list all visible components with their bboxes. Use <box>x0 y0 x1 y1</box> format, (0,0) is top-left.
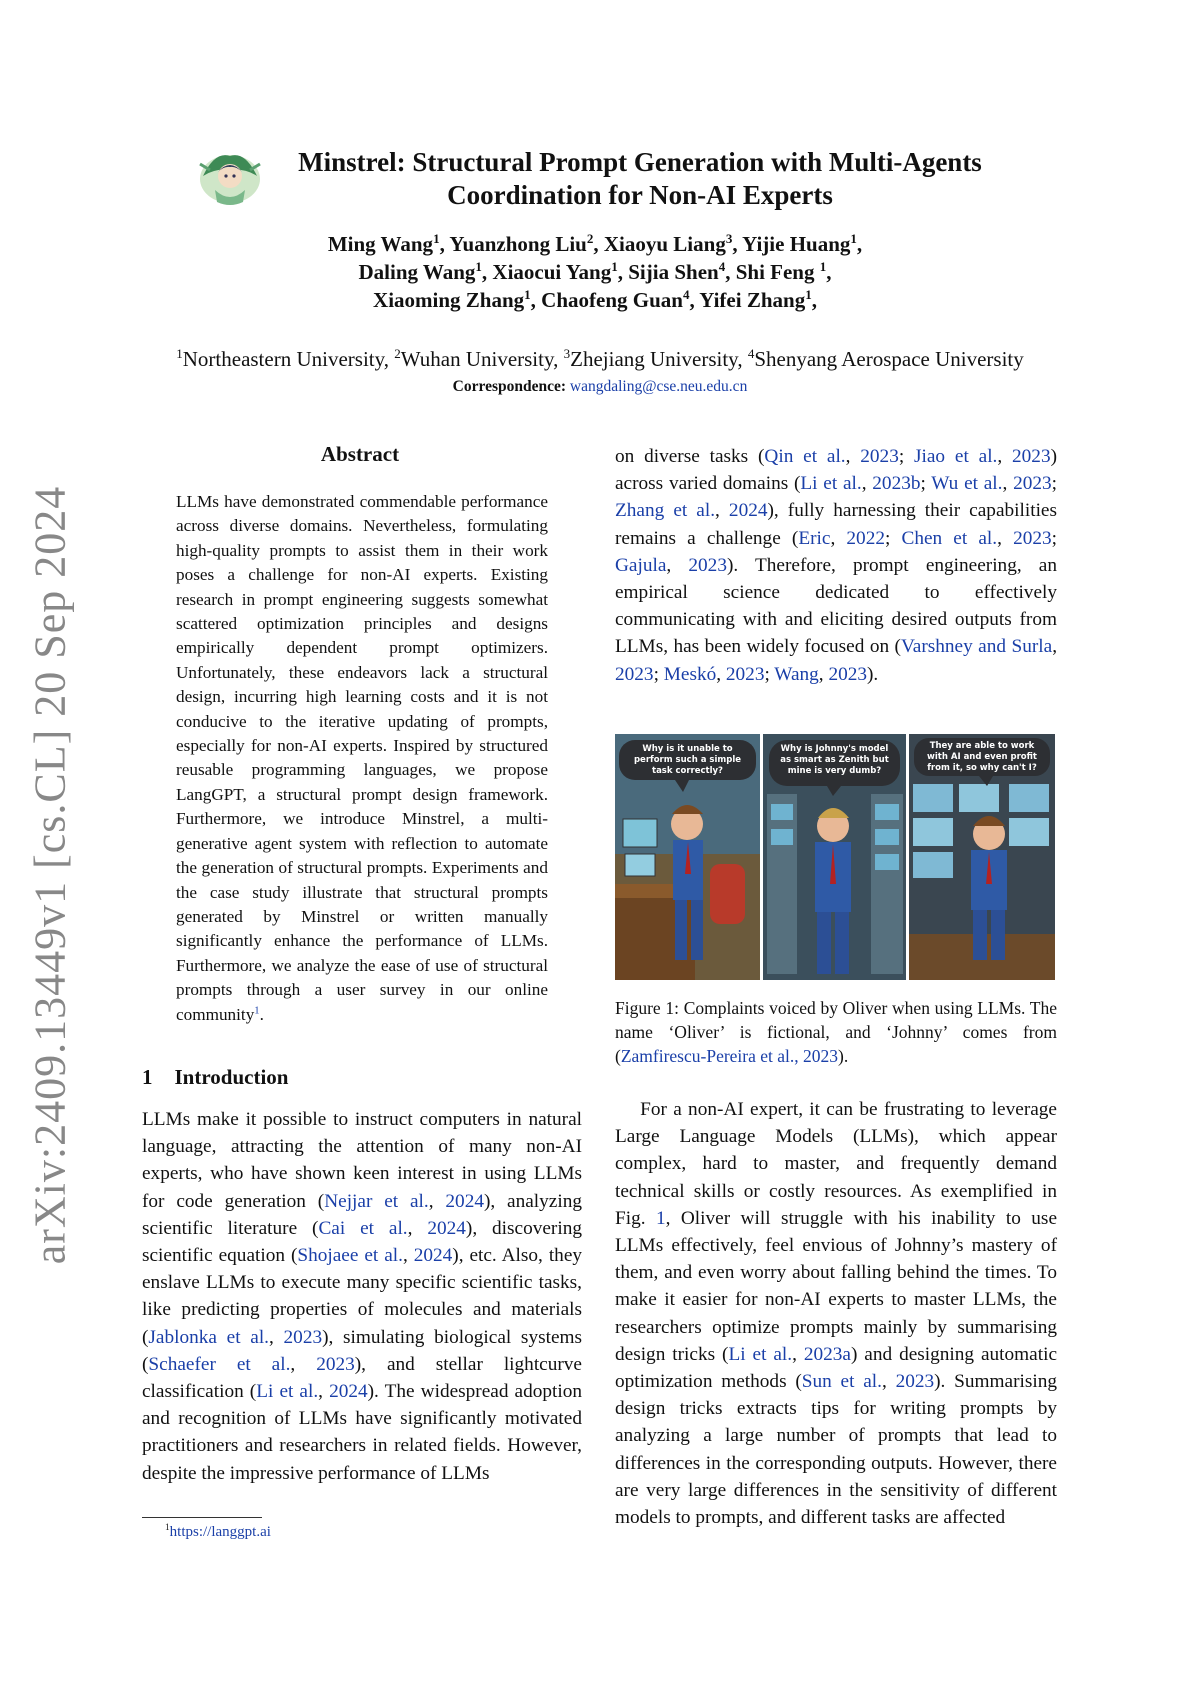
intro-continued-paragraph: on diverse tasks (Qin et al., 2023; Jiao et al., 2023) across varied domains (Li et al., 2023b; Wu et al., 2023; Zhang et al., 2024), fully harnessing their capabilities remains a challenge (Eric, 2022; Chen et al., 2023; Gajula, 2023). Therefore, prompt engineering, an empirical science dedicated to effectively communicating with and eliciting desired outputs from LLMs, has been widely focused on (Varshney and Surla, 2023; Meskó, 2023; Wang, 2023). <box>615 446 1058 685</box>
citation-link[interactable]: 2023 <box>1012 446 1051 467</box>
author-affiliation-mark: 1 <box>850 231 857 246</box>
speech-bubble-3: They are able to work with AI and even profit from it, so why can't I? <box>927 741 1037 773</box>
author-affiliation-mark: 2 <box>586 231 594 246</box>
citation-link[interactable]: 2023 <box>895 1371 935 1393</box>
correspondence-email-link[interactable]: wangdaling@cse.neu.edu.cn <box>569 378 748 395</box>
author-name: Chaofeng Guan <box>541 288 683 312</box>
citation-link[interactable]: Li et al. <box>800 473 862 495</box>
author-affiliation-mark: 1 <box>819 259 827 274</box>
citation-link[interactable]: Nejjar et al. <box>324 1190 429 1212</box>
citation-link[interactable]: 2023 <box>1013 473 1052 495</box>
citation-link[interactable]: 2024 <box>413 1245 453 1267</box>
citation-link[interactable]: 2024 <box>728 500 768 522</box>
affiliation-name: Shenyang Aerospace University <box>754 347 1024 371</box>
minstrel-logo-icon <box>195 146 265 208</box>
section-title: Introduction <box>174 1065 289 1089</box>
citation-link[interactable]: Wang <box>774 663 819 685</box>
section-number: 1 <box>142 1065 153 1089</box>
citation-link[interactable]: 2023 <box>828 663 867 685</box>
author-line-2: Daling Wang$^1$, Xiaocui Yang$^1$, Sijia Shen$^4$, Shi Feng $^1$, <box>358 259 832 284</box>
figure-panel-1 <box>615 734 760 980</box>
citation-link[interactable]: Jablonka et al. <box>148 1326 270 1348</box>
author-line-3: Xiaoming Zhang$^1$, Chaofeng Guan$^4$, Yifei Zhang$^1$, <box>373 287 817 312</box>
abstract-text: LLMs have demonstrated commendable performance across diverse domains. Nevertheless, formulating high-quality prompts to assist them in their work poses a challenge for non-AI experts. Existing research in prompt engineering suggests somewhat scattered optimization principles and designs empirically dependent prompt optimizers. Unfortunately, these endeavors lack a structural design, incurring high learning costs and it is not conducive to the iterative updating of prompts, especially for non-AI experts. Inspired by structured reusable programming languages, we propose LangGPT, a structural prompt design framework. Furthermore, we introduce Minstrel, a multi-generative agent system with reflection to automate the generation of structural prompts. Experiments and the case study illustrate that structural prompts generated by Minstrel or written manually significantly enhance the performance of LLMs. Furthermore, we analyze the ease of use of structural prompts through a user survey in our online community <box>176 492 548 1024</box>
author-affiliation-mark: 1 <box>805 287 812 302</box>
citation-link[interactable]: 2023 <box>860 446 899 467</box>
author-line-1: Ming Wang$^1$, Yuanzhong Liu$^2$, Xiaoyu Liang$^3$, Yijie Huang$^1$, <box>327 231 863 256</box>
footnote-mark: 1 <box>165 1523 170 1533</box>
author-affiliation-mark: 4 <box>718 259 726 274</box>
title-line-2: Coordination for Non-AI Experts <box>447 180 833 210</box>
figure-ref-link[interactable]: 1 <box>655 1207 666 1229</box>
abstract-heading: Abstract <box>320 442 400 466</box>
author-affiliation-mark: 1 <box>475 259 482 274</box>
author-name: Xiaoming Zhang <box>373 288 525 312</box>
intro-paragraph: LLMs make it possible to instruct computers in natural language, attracting the attention of many non-AI experts, who have shown keen interest in using LLMs for code generation (Nejjar et al., 2024), analyzing scientific literature (Cai et al., 2024), discovering scientific equation (Shojaee et al., 2024), etc. Also, they enslave LLMs to execute many specific scientific tasks, like predicting properties of molecules and materials (Jablonka et al., 2023), simulating biological systems (Schaefer et al., 2023), and stellar lightcurve classification (Li et al., 2024). The widespread adoption and recognition of LLMs have significantly motivated practitioners and researchers in related fields. However, despite the impressive performance of LLMs <box>142 1109 583 1484</box>
author-affiliation-mark: 1 <box>524 287 531 302</box>
author-name: Yijie Huang <box>742 232 851 256</box>
affiliation-mark: 1 <box>176 346 183 361</box>
author-name: Sijia Shen <box>628 260 719 284</box>
paper-title <box>265 146 1015 212</box>
citation-link[interactable]: Shojaee et al. <box>297 1245 403 1267</box>
author-list <box>160 230 1030 314</box>
affiliation-name: Northeastern University <box>182 347 384 371</box>
citation-link[interactable]: Gajula <box>615 554 667 576</box>
author-name: Ming Wang <box>327 232 434 256</box>
affiliation-mark: 4 <box>747 346 755 361</box>
citation-link[interactable]: Qin et al. <box>764 446 846 467</box>
author-affiliation-mark: 1 <box>611 259 618 274</box>
motivation-paragraph: For a non-AI expert, it can be frustrating to leverage Large Language Models (LLMs), which appear complex, hard to master, and frequently demand technical skills or costly resources. As exemplified in Fig. 1, Oliver will struggle with his inability to use LLMs effectively, feel envious of Johnny’s mastery of them, and even worry about falling behind the times. To make it easier for non-AI experts to master LLMs, the researchers optimize prompts mainly by summarising design tricks (Li et al., 2023a) and designing automatic optimization methods (Sun et al., 2023). Summarising design tricks extracts tips for writing prompts by analyzing a large number of prompts that lead to differences in the corresponding outputs. However, there are very large differences in the sensitivity of different models to prompts, and different tasks are affected <box>615 1099 1057 1529</box>
affiliation-mark: 2 <box>394 346 401 361</box>
author-affiliation-mark: 3 <box>725 231 733 246</box>
citation-link[interactable]: 2024 <box>445 1190 484 1212</box>
citation-link[interactable]: Schaefer et al. <box>148 1353 291 1375</box>
author-name: Xiaocui Yang <box>492 260 612 284</box>
citation-link[interactable]: 2024 <box>427 1217 466 1239</box>
figure-panel-3 <box>909 734 1055 980</box>
citation-link[interactable]: 2023 <box>615 663 654 685</box>
section-heading <box>142 1065 288 1090</box>
author-name: Shi Feng <box>735 260 815 284</box>
citation-link[interactable]: 2022 <box>846 527 885 549</box>
affiliation-name: Zhejiang University <box>570 347 738 371</box>
correspondence <box>80 378 1120 396</box>
figure-caption-end: ). <box>838 1045 849 1066</box>
figure-panel-2 <box>763 734 906 980</box>
citation-link[interactable]: Li et al. <box>728 1343 793 1365</box>
citation-link[interactable]: 2023a <box>803 1343 851 1365</box>
citation-link[interactable]: 2023b <box>872 473 921 495</box>
citation-link[interactable]: Eric <box>798 527 831 549</box>
affiliation-name: Wuhan University <box>400 347 554 371</box>
citation-link[interactable]: Chen et al. <box>901 527 998 549</box>
citation-link[interactable]: Cai et al. <box>318 1217 408 1239</box>
citation-link[interactable]: 2023 <box>283 1326 323 1348</box>
figure-1-image <box>615 734 1055 980</box>
correspondence-label: Correspondence: <box>452 378 567 395</box>
affiliation-mark: 3 <box>563 346 571 361</box>
author-name: Yifei Zhang <box>699 288 806 312</box>
author-affiliation-mark: 4 <box>682 287 690 302</box>
citation-link[interactable]: 2023 <box>725 663 765 685</box>
affiliations: $^1$Northeastern University, $^2$Wuhan University, $^3$Zhejiang University, $^4$Shenyang Aerospace University <box>176 346 1024 371</box>
citation-link[interactable]: Jiao et al. <box>914 446 998 467</box>
arxiv-id: arXiv:2409.13449v1 [cs.CL] 20 Sep 2024 <box>25 485 75 1265</box>
citation-link[interactable]: 2023 <box>1013 527 1052 549</box>
arxiv-watermark <box>10 485 90 1265</box>
citation-link[interactable]: 2023 <box>316 1353 355 1375</box>
author-name: Yuanzhong Liu <box>449 232 587 256</box>
citation-link[interactable]: Varshney and Surla <box>900 636 1053 658</box>
speech-bubble-1: Why is it unable to perform such a simple task correctly? <box>633 744 742 776</box>
footnote <box>165 1524 271 1541</box>
citation-link[interactable]: Sun et al. <box>801 1371 882 1393</box>
citation-link[interactable]: 2024 <box>329 1381 368 1403</box>
figure-caption-text: Complaints voiced by Oliver when using LLMs. The name ‘Oliver’ is fictional, and ‘Johnny’ comes from ( <box>615 998 1057 1066</box>
abstract-body: LLMs have demonstrated commendable performance across diverse domains. Nevertheless, formulating high-quality prompts to assist them in their work poses a challenge for non-AI experts. Existing research in prompt engineering suggests somewhat scattered optimization principles and designs empirically dependent prompt optimizers. Unfortunately, these endeavors lack a structural design, incurring high learning costs and it is not conducive to the iterative updating of prompts, especially for non-AI experts. Inspired by structured reusable programming languages, we propose LangGPT, a structural prompt design framework. Furthermore, we introduce Minstrel, a multi-generative agent system with reflection to automate the generation of structural prompts. Experiments and the case study illustrate that structural prompts generated by Minstrel or written manually significantly enhance the performance of LLMs. Furthermore, we analyze the ease of use of structural prompts through a user survey in our online community$^1$. <box>176 492 548 1024</box>
author-name: Daling Wang <box>358 260 476 284</box>
author-affiliation-mark: 1 <box>433 231 440 246</box>
figure-caption <box>615 997 1057 1068</box>
citation-link[interactable]: Meskó <box>663 663 717 685</box>
citation-link[interactable]: Zhang et al. <box>615 500 716 522</box>
title-line-1: Minstrel: Structural Prompt Generation with Multi-Agents <box>298 147 982 177</box>
citation-link[interactable]: Li et al. <box>256 1381 319 1403</box>
footnote-url-link[interactable]: https://langgpt.ai <box>169 1524 271 1540</box>
speech-bubble-2: Why is Johnny's model as smart as Zenith but mine is very dumb? <box>780 744 889 776</box>
footnote-rule <box>142 1517 262 1518</box>
citation-link[interactable]: Zamfirescu-Pereira et al., 2023 <box>620 1045 839 1066</box>
citation-link[interactable]: Wu et al. <box>931 473 1003 495</box>
figure-label: Figure 1: <box>615 998 679 1018</box>
author-name: Xiaoyu Liang <box>603 232 726 256</box>
citation-link[interactable]: 2023 <box>688 554 727 576</box>
footnote-ref-link[interactable]: 1 <box>254 1004 260 1016</box>
